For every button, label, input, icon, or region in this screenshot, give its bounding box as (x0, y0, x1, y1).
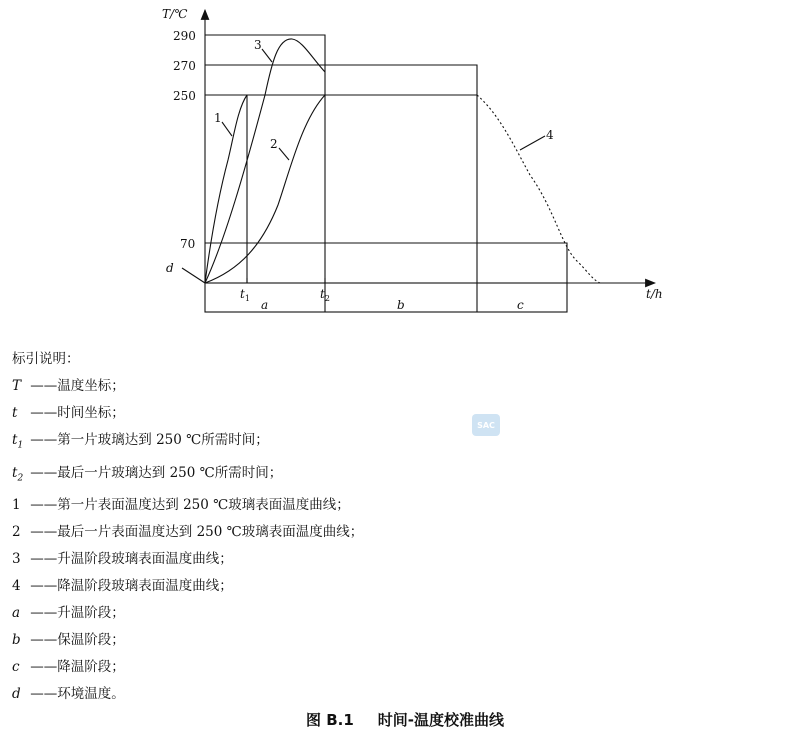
legend-text: ——降温阶段玻璃表面温度曲线； (26, 578, 233, 595)
legend-text: ——时间坐标； (26, 405, 125, 421)
curve-label-4: 4 (546, 128, 554, 142)
legend-symbol: d (12, 686, 21, 703)
curve-3 (205, 39, 325, 283)
legend-item (12, 427, 363, 460)
leader-1 (222, 122, 232, 136)
legend-symbol: a (12, 605, 21, 622)
stage-band (205, 283, 567, 312)
leader-4 (520, 136, 545, 150)
legend-symbol: 1 (12, 497, 21, 514)
caption-number: 图 B.1 (305, 711, 354, 729)
box-70 (205, 243, 567, 283)
legend-title: 标引说明： (12, 351, 80, 367)
legend-item (12, 460, 363, 493)
legend-symbol: 2 (12, 524, 21, 541)
legend (12, 346, 363, 708)
legend-text: ——升温阶段； (26, 605, 125, 622)
legend-item (12, 600, 363, 627)
legend-symbol: b (12, 632, 21, 649)
legend-text: ——最后一片玻璃达到 250 ℃所需时间； (26, 464, 283, 481)
curve-label-2: 2 (270, 137, 278, 151)
legend-text: ——环境温度。 (26, 686, 125, 703)
stage-label-a: a (261, 298, 269, 312)
legend-item (12, 400, 363, 427)
curve-4 (477, 95, 600, 283)
legend-text: ——温度坐标； (26, 378, 125, 394)
x-axis-label: t/h (646, 287, 663, 301)
legend-items (12, 373, 363, 708)
tick-250: 250 (173, 89, 196, 103)
legend-text: ——最后一片表面温度达到 250 ℃玻璃表面温度曲线； (26, 524, 364, 541)
curve-label-1: 1 (214, 111, 222, 125)
curve-1 (205, 95, 247, 283)
caption-title: 时间-温度校准曲线 (377, 711, 505, 729)
t2-label: $t_2$ (320, 287, 330, 303)
legend-symbol: t (12, 405, 18, 421)
legend-symbol-subscript: 1 (17, 440, 24, 451)
y-axis-label: T/℃ (162, 7, 188, 21)
leader-2 (279, 148, 289, 160)
legend-item (12, 492, 363, 519)
t1-label: $t_1$ (240, 287, 250, 303)
leader-d (182, 268, 205, 283)
legend-item (12, 546, 363, 573)
legend-symbol-subscript: 2 (17, 473, 24, 484)
box-290 (205, 35, 325, 283)
figure-caption (0, 709, 810, 730)
stage-label-b: b (397, 298, 405, 312)
legend-item (12, 627, 363, 654)
legend-item (12, 681, 363, 708)
legend-symbol: 3 (12, 551, 21, 568)
legend-item (12, 519, 363, 546)
legend-text: ——降温阶段； (26, 659, 125, 676)
legend-symbol: c (12, 659, 20, 676)
tick-270: 270 (173, 59, 196, 73)
tick-70: 70 (180, 237, 196, 251)
legend-item (12, 573, 363, 600)
legend-text: ——第一片玻璃达到 250 ℃所需时间； (26, 432, 269, 448)
curve-label-3: 3 (254, 38, 262, 52)
legend-text: ——升温阶段玻璃表面温度曲线； (26, 551, 233, 568)
legend-item (12, 373, 363, 400)
legend-text: ——第一片表面温度达到 250 ℃玻璃表面温度曲线； (26, 497, 350, 514)
legend-text: ——保温阶段； (26, 632, 125, 649)
legend-item (12, 654, 363, 681)
time-temperature-diagram (0, 0, 810, 330)
tick-290: 290 (173, 29, 196, 43)
legend-symbol: $t_2$ (12, 464, 24, 484)
origin-d-label: d (166, 261, 174, 275)
sac-watermark: SAC (472, 414, 500, 436)
leader-3 (262, 49, 272, 62)
legend-symbol: 4 (12, 578, 21, 595)
legend-symbol: T (12, 378, 22, 394)
stage-label-c: c (517, 298, 524, 312)
legend-symbol: $t_1$ (12, 432, 24, 451)
